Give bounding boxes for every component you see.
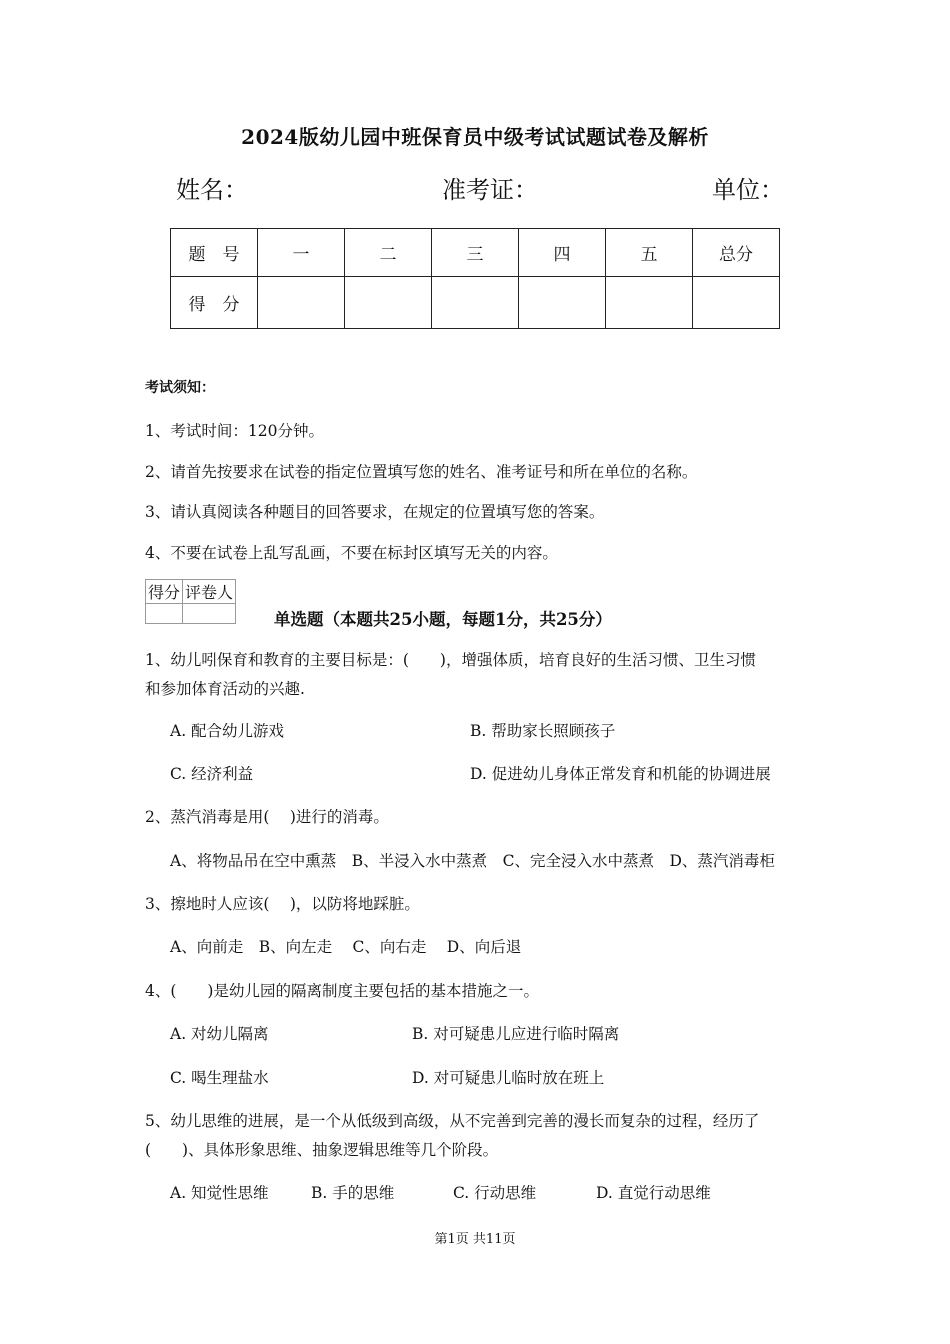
score-header-cell: 一 (258, 229, 345, 277)
score-header-cell: 三 (432, 229, 519, 277)
question-stem: 4、( )是幼儿园的隔离制度主要包括的基本措施之一。 (145, 982, 539, 1000)
score-row-label: 得 分 (171, 277, 258, 329)
question-stem: 5、幼儿思维的进展，是一个从低级到高级，从不完善到完善的漫长而复杂的过程，经历了 (145, 1112, 760, 1130)
grader-score-cell[interactable] (146, 604, 183, 624)
score-table-header-row (171, 229, 780, 277)
notice-item: 4、不要在试卷上乱写乱画，不要在标封区填写无关的内容。 (145, 544, 558, 562)
notice-item: 1、考试时间：120分钟。 (145, 422, 324, 440)
question-option: A、向前走 B、向左走 C、向右走 D、向后退 (170, 938, 522, 956)
exam-id-field-label: 准考证： (442, 176, 538, 204)
grader-box (145, 579, 236, 624)
score-table (170, 228, 780, 329)
score-header-cell: 二 (345, 229, 432, 277)
score-cell[interactable] (519, 277, 606, 329)
question-stem: 3、擦地时人应该( )，以防将地踩脏。 (145, 895, 420, 913)
score-header-cell: 四 (519, 229, 606, 277)
question-option: B. 帮助家长照顾孩子 (470, 722, 616, 740)
question-stem: 1、幼儿吲保育和教育的主要目标是：( )，增强体质，培育良好的生活习惯、卫生习惯 (145, 651, 756, 669)
grader-name-cell[interactable] (183, 604, 236, 624)
score-cell[interactable] (432, 277, 519, 329)
question-option: A、将物品吊在空中熏蒸 B、半浸入水中蒸煮 C、完全浸入水中蒸煮 D、蒸汽消毒柜 (170, 852, 775, 870)
notice-item: 2、请首先按要求在试卷的指定位置填写您的姓名、准考证号和所在单位的名称。 (145, 463, 698, 481)
page-title: 2024版幼儿园中班保育员中级考试试题试卷及解析 (241, 125, 709, 149)
score-cell[interactable] (258, 277, 345, 329)
section-title: 单选题（本题共25小题，每题1分，共25分） (274, 610, 612, 629)
question-stem: 2、蒸汽消毒是用( )进行的消毒。 (145, 808, 389, 826)
score-table-score-row (171, 277, 780, 329)
notice-item: 3、请认真阅读各种题目的回答要求，在规定的位置填写您的答案。 (145, 503, 605, 521)
score-cell[interactable] (345, 277, 432, 329)
notice-heading: 考试须知： (145, 380, 215, 396)
unit-field-label: 单位： (712, 176, 784, 204)
question-option: A. 知觉性思维 (170, 1184, 269, 1202)
question-option: A. 配合幼儿游戏 (170, 722, 285, 740)
question-option: B. 手的思维 (311, 1184, 395, 1202)
page-footer: 第1页 共11页 (434, 1232, 516, 1247)
score-header-cell: 五 (606, 229, 693, 277)
question-option: D. 促进幼儿身体正常发育和机能的协调进展 (470, 765, 771, 783)
question-option: A. 对幼儿隔离 (170, 1025, 269, 1043)
score-header-cell: 题 号 (171, 229, 258, 277)
question-option: D. 对可疑患儿临时放在班上 (412, 1069, 605, 1087)
name-field-label: 姓名： (176, 176, 248, 204)
question-option: B. 对可疑患儿应进行临时隔离 (412, 1025, 620, 1043)
score-header-cell: 总分 (693, 229, 780, 277)
question-option: C. 经济利益 (170, 765, 254, 783)
score-cell[interactable] (606, 277, 693, 329)
grader-name-label: 评卷人 (183, 580, 236, 604)
question-option: D. 直觉行动思维 (596, 1184, 711, 1202)
question-stem: 和参加体育活动的兴趣. (145, 680, 305, 698)
score-cell[interactable] (693, 277, 780, 329)
question-option: C. 喝生理盐水 (170, 1069, 269, 1087)
question-stem: ( )、具体形象思维、抽象逻辑思维等几个阶段。 (145, 1141, 499, 1159)
question-option: C. 行动思维 (453, 1184, 537, 1202)
grader-score-label: 得分 (146, 580, 183, 604)
